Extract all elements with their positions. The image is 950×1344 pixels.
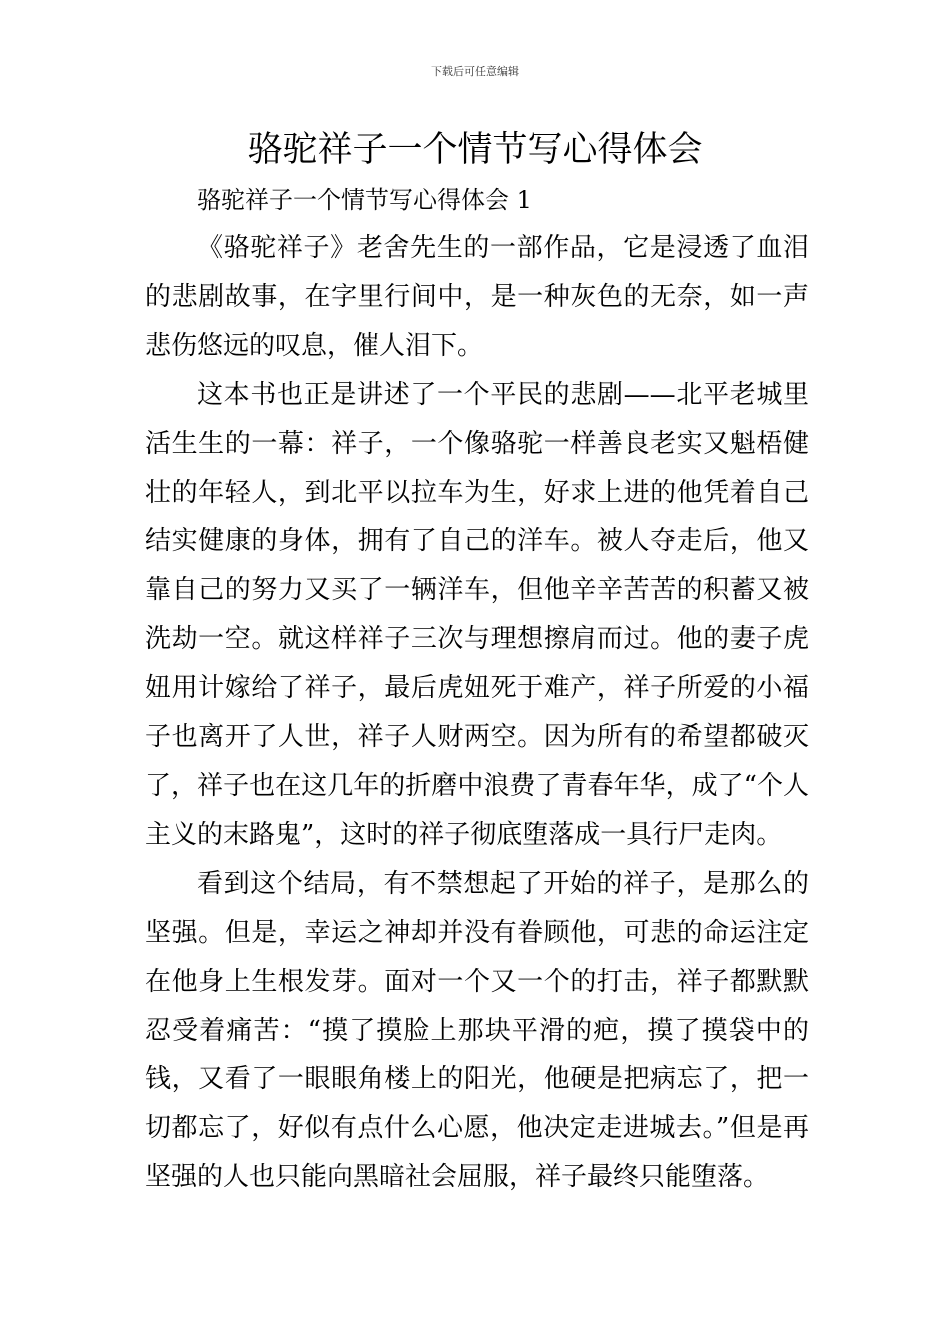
document-body [145,176,809,1202]
paragraph-1: 《骆驼祥子》老舍先生的一部作品，它是浸透了血泪的悲剧故事，在字里行间中，是一种灰色的无奈，如一声悲伤悠远的叹息，催人泪下。 [145,233,809,361]
section-subheading: 骆驼祥子一个情节写心得体会 1 [197,186,532,214]
header-note: 下载后可任意编辑 [431,65,519,78]
paragraph-3: 看到这个结局，有不禁想起了开始的祥子，是那么的坚强。但是，幸运之神却并没有眷顾他，可悲的命运注定在他身上生根发芽。面对一个又一个的打击，祥子都默默忍受着痛苦：“摸了摸脸上那块平滑的疤，摸了摸袋中的钱，又看了一眼眼角楼上的阳光，他硬是把病忘了，把一切都忘了，好似有点什么心愿，他决定走进城去。”但是再坚强的人也只能向黑暗社会屈服，祥子最终只能堕落。 [145,868,809,1193]
document-title: 骆驼祥子一个情节写心得体会 [247,130,703,170]
paragraph-2: 这本书也正是讲述了一个平民的悲剧——北平老城里活生生的一幕：祥子，一个像骆驼一样善良老实又魁梧健壮的年轻人，到北平以拉车为生，好求上进的他凭着自己结实健康的身体，拥有了自己的洋车。被人夺走后，他又靠自己的努力又买了一辆洋车，但他辛辛苦苦的积蓄又被洗劫一空。就这样祥子三次与理想擦肩而过。他的妻子虎妞用计嫁给了祥子，最后虎妞死于难产，祥子所爱的小福子也离开了人世，祥子人财两空。因为所有的希望都破灭了，祥子也在这几年的折磨中浪费了青春年华，成了“个人主义的末路鬼”，这时的祥子彻底堕落成一具行尸走肉。 [145,379,809,850]
